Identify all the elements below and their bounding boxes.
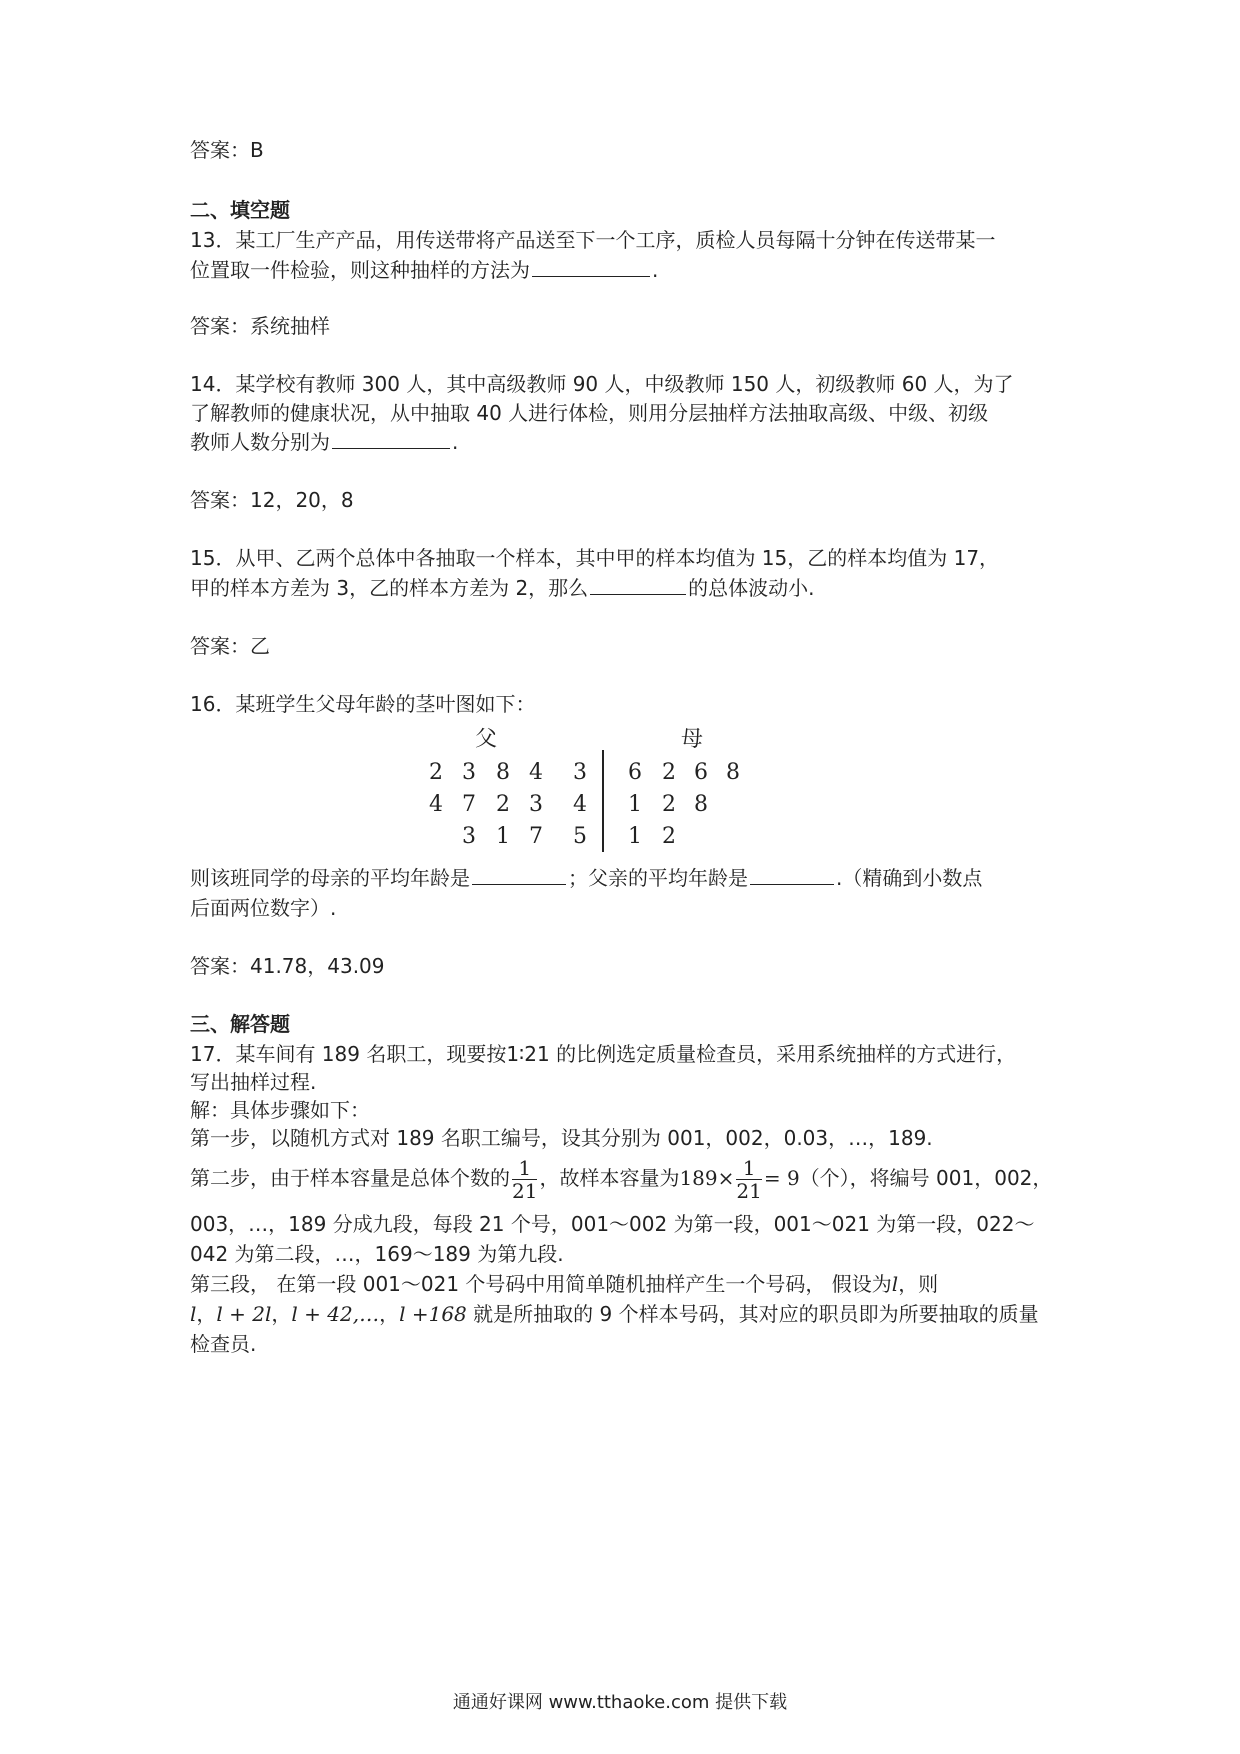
leaf-mother: 6 bbox=[628, 760, 642, 785]
q17-line5: 第二步，由于样本容量是总体个数的 $\frac{1}{21}$ ，故样本容量为189× $\frac{1}{21}$ = 9（个），将编号 001，002， bbox=[190, 1156, 1053, 1203]
q17-line2: 写出抽样过程. bbox=[190, 1070, 317, 1094]
leaf-father: 8 bbox=[496, 760, 510, 785]
stem-value: 5 bbox=[573, 824, 587, 849]
q14-line3: 教师人数分别为 . bbox=[190, 430, 459, 454]
leaf-father: 2 bbox=[496, 792, 510, 817]
q13-line1: 13．某工厂生产产品，用传送带将产品送至下一个工序，质检人员每隔十分钟在传送带某一 bbox=[190, 228, 996, 252]
answer-blank bbox=[750, 864, 834, 885]
q15-answer: 答案：乙 bbox=[190, 634, 270, 658]
leaf-mother: 2 bbox=[662, 792, 676, 817]
leaf-father: 3 bbox=[462, 760, 476, 785]
fraction: $\frac{1}{21}$ bbox=[736, 1156, 762, 1203]
page-footer: 通通好课网 www.tthaoke.com 提供下载 bbox=[452, 1692, 788, 1713]
q13-answer: 答案：系统抽样 bbox=[190, 314, 330, 338]
leaf-father: 2 bbox=[429, 760, 443, 785]
stem-value: 3 bbox=[573, 760, 587, 785]
q17-line1: 17．某车间有 189 名职工，现要按1∶21 的比例选定质量检查员，采用系统抽样的方式进行， bbox=[190, 1042, 1017, 1066]
stem-value: 4 bbox=[573, 792, 587, 817]
q14-answer: 答案：12，20，8 bbox=[190, 488, 354, 512]
q16-line1: 16．某班学生父母年龄的茎叶图如下： bbox=[190, 692, 536, 716]
fraction: $\frac{1}{21}$ bbox=[512, 1156, 538, 1203]
q17-line7: 042 为第二段，…，169～189 为第九段. bbox=[190, 1242, 564, 1266]
q14-line2: 了解教师的健康状况，从中抽取 40 人进行体检，则用分层抽样方法抽取高级、中级、初级 bbox=[190, 401, 989, 425]
q15-line1: 15．从甲、乙两个总体中各抽取一个样本，其中甲的样本均值为 15，乙的样本均值为 17， bbox=[190, 546, 1000, 570]
stem-leaf-left-header: 父 bbox=[474, 727, 497, 752]
leaf-father: 1 bbox=[496, 824, 510, 849]
leaf-mother: 2 bbox=[662, 824, 676, 849]
q17-line8: 第三段， 在第一段 001～021 个号码中用简单随机抽样产生一个号码， 假设为l，则 bbox=[190, 1272, 939, 1296]
q13-line2: 位置取一件检验，则这种抽样的方法为 . bbox=[190, 258, 659, 282]
leaf-father: 3 bbox=[529, 792, 543, 817]
q17-line6: 003，…，189 分成九段，每段 21 个号，001～002 为第一段，001～021 为第一段，022～ bbox=[190, 1212, 1035, 1236]
leaf-mother: 1 bbox=[628, 792, 642, 817]
section-heading-solve: 三、解答题 bbox=[190, 1012, 290, 1036]
leaf-father: 7 bbox=[529, 824, 543, 849]
stem-divider-line bbox=[602, 750, 604, 852]
q15-line2: 甲的样本方差为 3，乙的样本方差为 2，那么 的总体波动小. bbox=[190, 576, 815, 600]
section-heading-fill-blank: 二、填空题 bbox=[190, 198, 290, 222]
leaf-mother: 8 bbox=[694, 792, 708, 817]
q16-line2: 则该班同学的母亲的平均年龄是 ；父亲的平均年龄是 .（精确到小数点 bbox=[190, 866, 983, 890]
q17-line10: 检查员. bbox=[190, 1332, 257, 1356]
leaf-father: 7 bbox=[462, 792, 476, 817]
q16-answer: 答案：41.78，43.09 bbox=[190, 954, 385, 978]
q14-line1: 14．某学校有教师 300 人，其中高级教师 90 人，中级教师 150 人，初级教师 60 人，为了 bbox=[190, 372, 1014, 396]
leaf-mother: 8 bbox=[726, 760, 740, 785]
q17-line3: 解：具体步骤如下： bbox=[190, 1098, 370, 1122]
leaf-father: 4 bbox=[529, 760, 543, 785]
leaf-father: 3 bbox=[462, 824, 476, 849]
leaf-mother: 2 bbox=[662, 760, 676, 785]
stem-leaf-plot bbox=[190, 722, 1070, 852]
leaf-father: 4 bbox=[429, 792, 443, 817]
q17-line4: 第一步，以随机方式对 189 名职工编号，设其分别为 001，002，0.03，…，189. bbox=[190, 1126, 933, 1150]
answer-blank bbox=[472, 864, 566, 885]
document-page bbox=[190, 0, 1070, 1754]
answer-blank bbox=[532, 256, 650, 277]
answer-blank bbox=[590, 574, 686, 595]
q17-line9: l，l + 2l，l + 42,…，l +168 就是所抽取的 9 个样本号码，其对应的职员即为所要抽取的质量 bbox=[190, 1302, 1039, 1326]
answer-blank bbox=[332, 428, 450, 449]
answer-12: 答案：B bbox=[190, 138, 264, 162]
leaf-mother: 6 bbox=[694, 760, 708, 785]
q16-line3: 后面两位数字）. bbox=[190, 896, 337, 920]
leaf-mother: 1 bbox=[628, 824, 642, 849]
stem-leaf-right-header: 母 bbox=[680, 727, 703, 752]
